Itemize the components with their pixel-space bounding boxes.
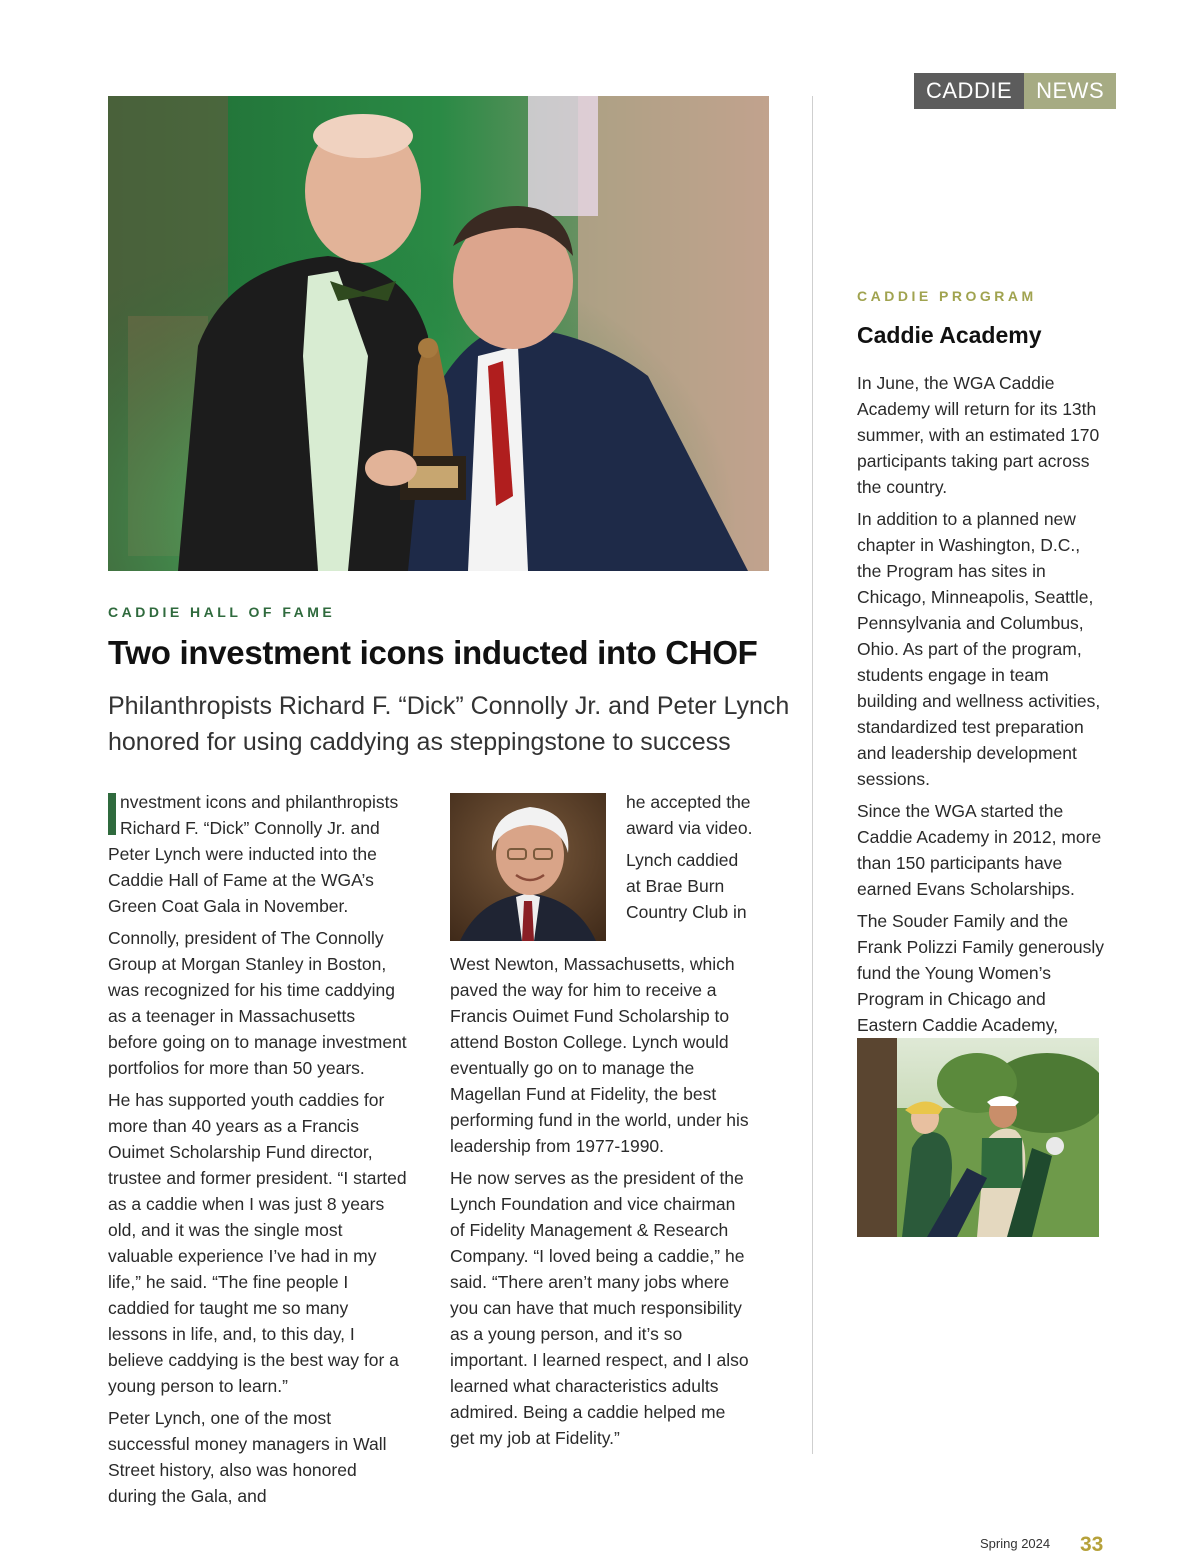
paragraph: The Souder Family and the Frank Polizzi Family generously fund the Young Women’s Program in Chicago and Eastern Caddie Academy,: [857, 911, 1105, 1035]
paragraph-text: nvestment icons and philanthropists Richard F. “Dick” Connolly Jr. and Peter Lynch were inducted into the Caddie Hall of Fame at the WGA’s Green Coat Gala in November.: [108, 792, 399, 916]
drop-cap: [108, 793, 116, 835]
issue-label: Spring 2024: [980, 1536, 1051, 1551]
sidebar-kicker: CADDIE PROGRAM: [857, 288, 1037, 304]
section-tag-right: NEWS: [1024, 73, 1116, 109]
paragraph: He has supported youth caddies for more than 40 years as a Francis Ouimet Scholarship Fund director, trustee and former president. “I started as a caddie when I was just 8 years old, and it was the single most valuable experience I’ve had in my life,” he said. “The fine people I caddied for taught me so many lessons in life, and, to this day, I believe caddying is the best way for a young person to learn.”: [108, 1090, 407, 1396]
peter-lynch-portrait: [450, 793, 606, 941]
article-headline: Two investment icons inducted into CHOF: [108, 634, 758, 671]
paragraph: In June, the WGA Caddie Academy will return for its 13th summer, with an estimated 170 participants taking part across the country.: [857, 373, 1100, 497]
paragraph: Connolly, president of The Connolly Group at Morgan Stanley in Boston, was recognized for his time caddying as a teenager in Massachusetts before going on to manage investment portfolios for more than 50 years.: [108, 928, 407, 1078]
paragraph: West Newton, Massachusetts, which paved the way for him to receive a Francis Ouimet Fund Scholarship to attend Boston College. Lynch would eventually go on to manage the Magellan Fund at Fidelity, the best performing fund in the world, under his leadership from 1977-1990.: [450, 954, 749, 1156]
article-column-2: [450, 951, 750, 1457]
paragraph: [108, 789, 408, 919]
column-divider: [812, 96, 813, 1454]
award-ceremony-photo: [108, 96, 769, 571]
caddie-academy-photo: [857, 1038, 1099, 1237]
article-column-2-top: [626, 789, 756, 931]
article-subhead: Philanthropists Richard F. “Dick” Connolly Jr. and Peter Lynch honored for using caddying as steppingstone to success: [108, 692, 790, 756]
section-kicker: CADDIE HALL OF FAME: [108, 604, 336, 620]
paragraph: Lynch caddied at Brae Burn Country Club in: [626, 850, 747, 922]
section-tag: [914, 73, 1116, 109]
sidebar-body: [857, 370, 1107, 1070]
sidebar-title: Caddie Academy: [857, 322, 1042, 348]
paragraph: In addition to a planned new chapter in Washington, D.C., the Program has sites in Chicago, Minneapolis, Seattle, Pennsylvania and Columbus, Ohio. As part of the program, students engage in team building and wellness activities, standardized test preparation and leadership development sessions.: [857, 509, 1101, 789]
paragraph: Since the WGA started the Caddie Academy in 2012, more than 150 participants have earned Evans Scholarships.: [857, 801, 1102, 899]
paragraph: he accepted the award via video.: [626, 792, 753, 838]
page-number: 33: [1080, 1533, 1104, 1556]
section-tag-left: CADDIE: [914, 73, 1024, 109]
paragraph: Peter Lynch, one of the most successful money managers in Wall Street history, also was honored during the Gala, and: [108, 1408, 387, 1506]
article-column-1: [108, 789, 408, 1515]
paragraph: He now serves as the president of the Lynch Foundation and vice chairman of Fidelity Management & Research Company. “I loved being a caddie,” he said. “There aren’t many jobs where you can have that much responsibility as a young person, and it’s so important. I learned respect, and I also learned what characteristics adults admired. Being a caddie helped me get my job at Fidelity.”: [450, 1168, 749, 1448]
